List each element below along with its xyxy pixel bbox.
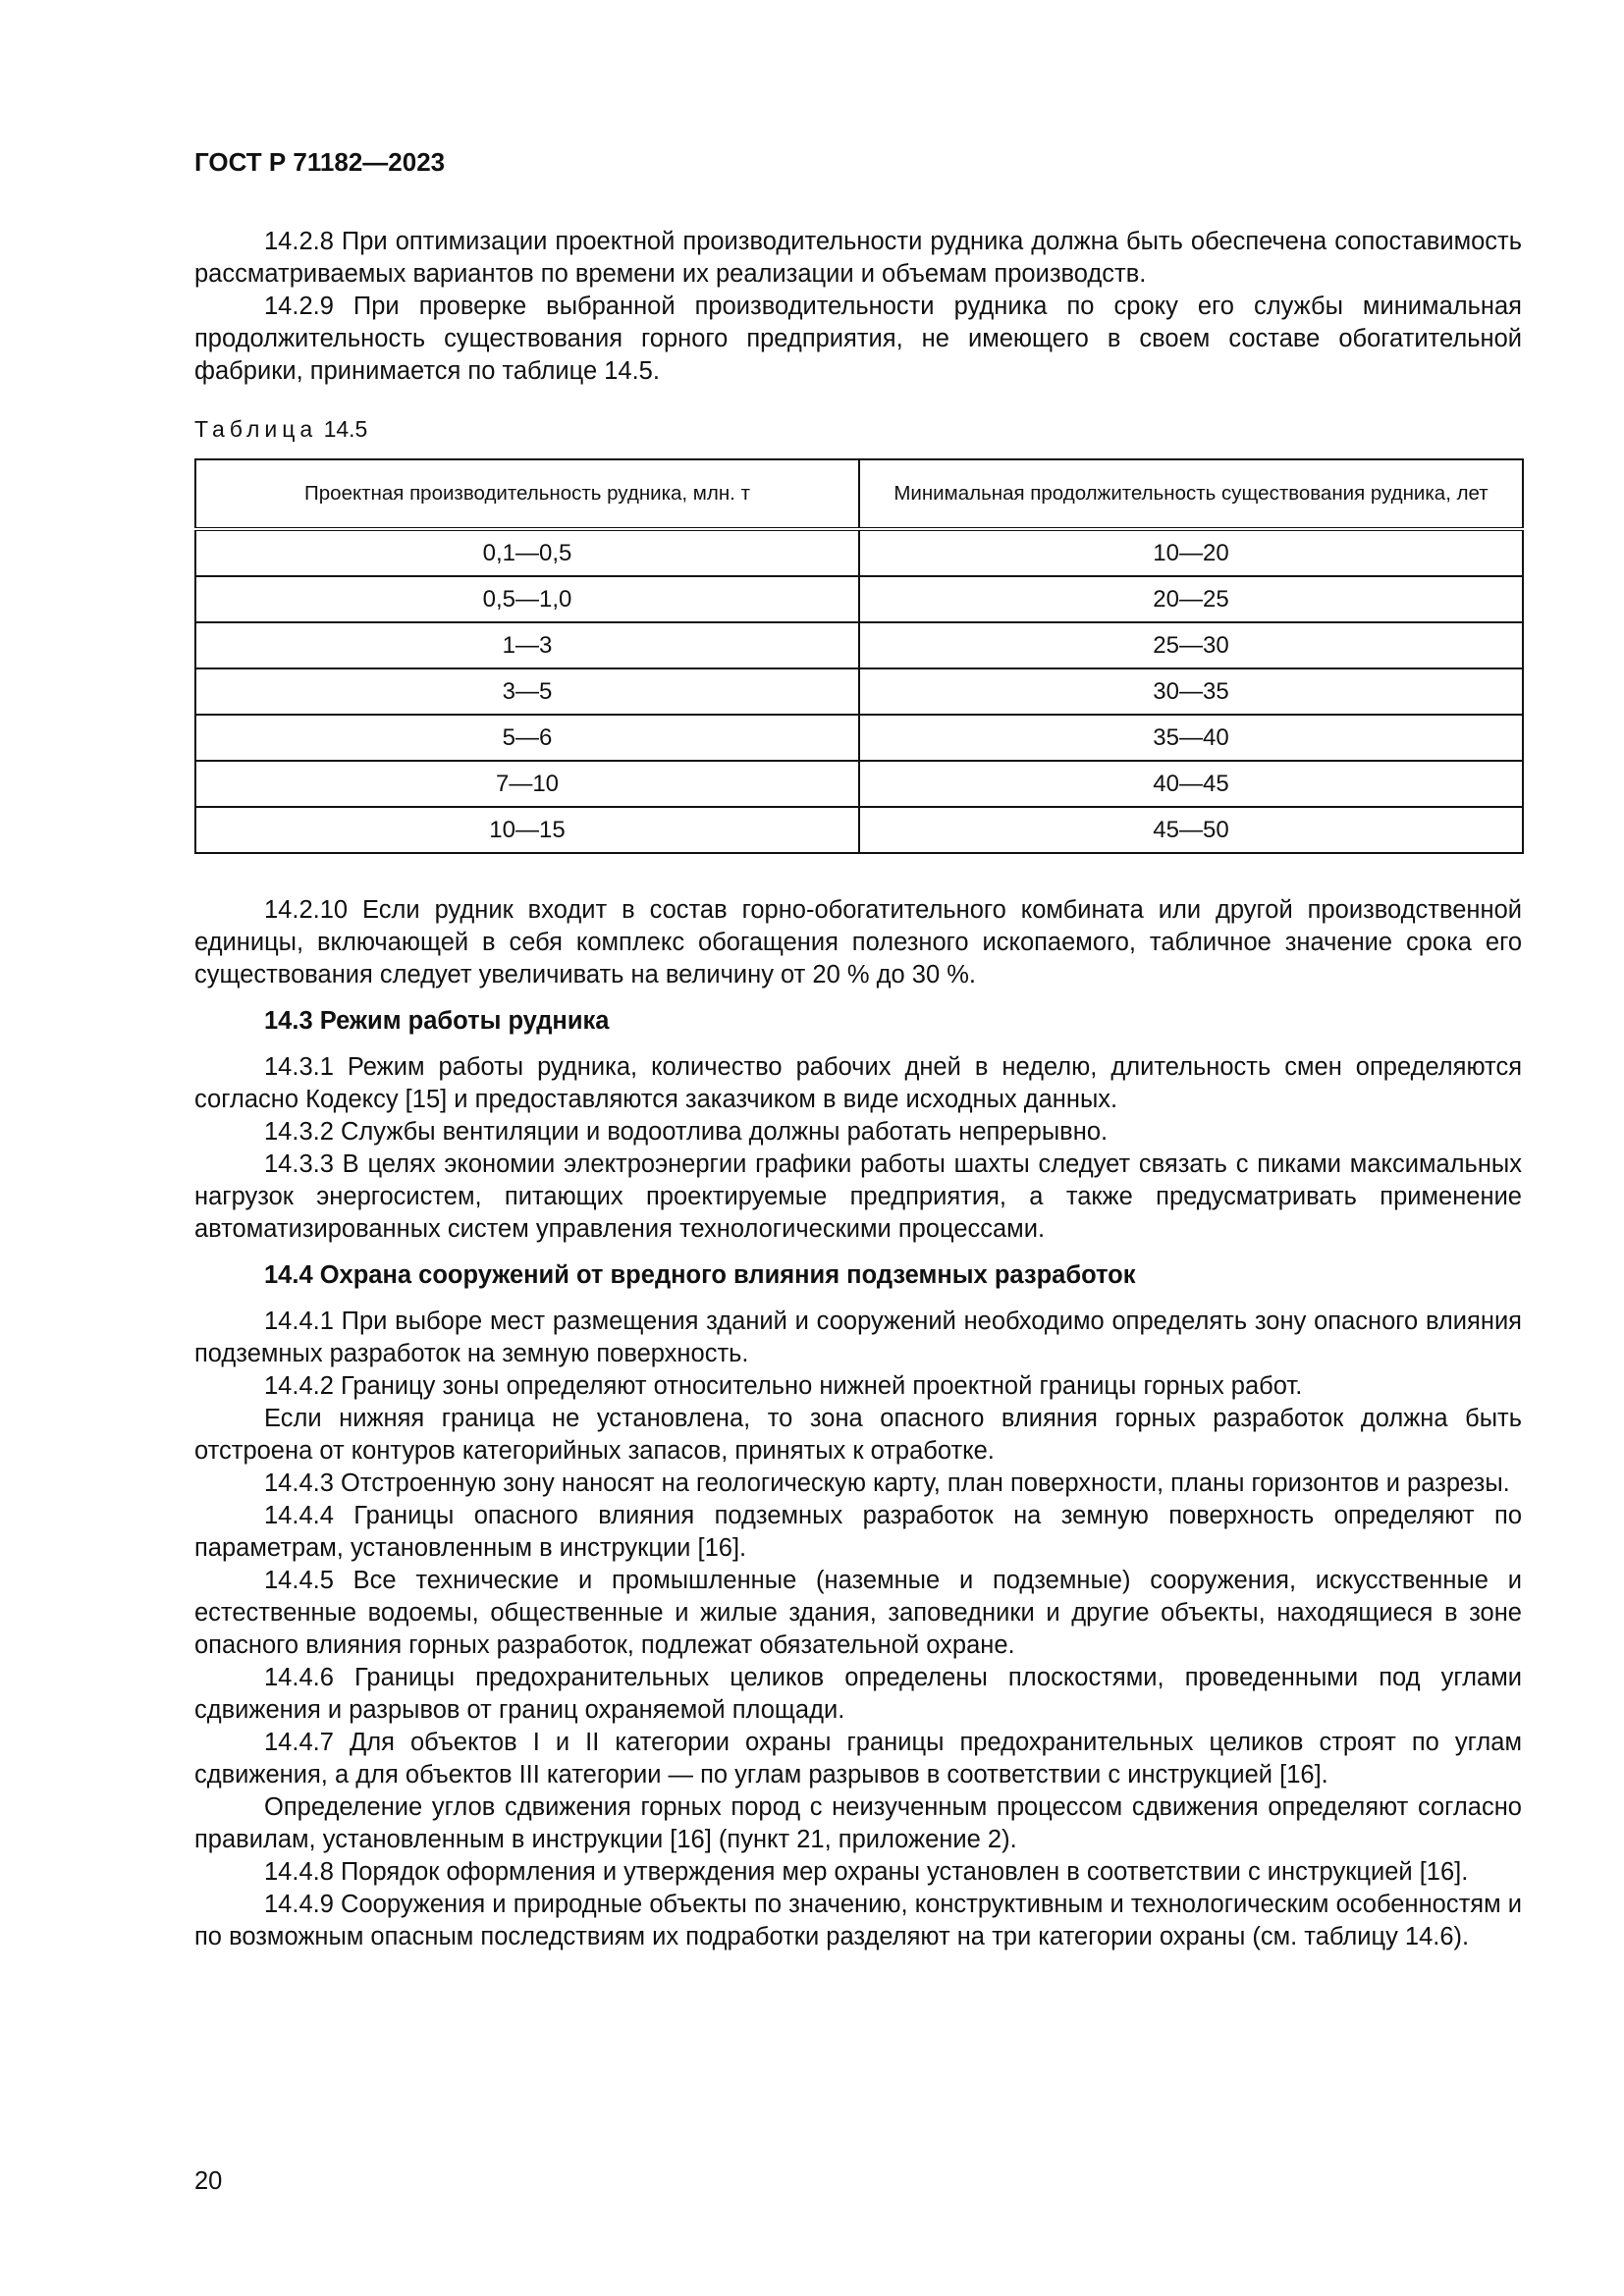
paragraph-14-2-10: 14.2.10 Если рудник входит в состав горно-обогатительного комбината или другой производственной единицы, включающей в себя комплекс обогащения полезного ископаемого, табличное значение срока его существования следует увеличивать на величину от 20 % до 30 %. xyxy=(194,896,1522,988)
table-cell-productivity: 10—15 xyxy=(195,807,859,853)
table-header-productivity: Проектная производительность рудника, млн. т xyxy=(195,459,859,529)
table-caption-number: 14.5 xyxy=(323,416,368,442)
table-row xyxy=(195,807,1523,853)
section-heading-14-3: 14.3 Режим работы рудника xyxy=(264,1007,610,1035)
table-cell-lifetime: 40—45 xyxy=(859,761,1523,807)
paragraph-14-4-6: 14.4.6 Границы предохранительных целиков определены плоскостями, проведенными под углами сдвижения и разрывов от границ охраняемой площади. xyxy=(194,1664,1522,1724)
productivity-table xyxy=(194,458,1524,854)
table-row xyxy=(195,529,1523,576)
paragraph-14-4-9: 14.4.9 Сооружения и природные объекты по значению, конструктивным и технологическим особенностям и по возможным опасным последствиям их подработки разделяют на три категории охраны (см. таблицу 14.6). xyxy=(194,1891,1522,1950)
table-cell-productivity: 1—3 xyxy=(195,622,859,668)
table-cell-productivity: 5—6 xyxy=(195,715,859,761)
table-cell-lifetime: 25—30 xyxy=(859,622,1523,668)
paragraph-14-4-3: 14.4.3 Отстроенную зону наносят на геологическую карту, план поверхности, планы горизонтов и разрезы. xyxy=(264,1469,1510,1497)
table-row xyxy=(195,761,1523,807)
paragraph-14-4-4: 14.4.4 Границы опасного влияния подземных разработок на земную поверхность определяют по параметрам, установленным в инструкции [16]. xyxy=(194,1502,1522,1562)
paragraph-14-2-9: 14.2.9 При проверке выбранной производительности рудника по сроку его службы минимальная продолжительность существования горного предприятия, не имеющего в своем составе обогатительной фабрики, принимается по таблице 14.5. xyxy=(194,293,1522,385)
main-text xyxy=(194,894,1522,1953)
document-header: ГОСТ Р 71182—2023 xyxy=(194,147,446,177)
table-cell-lifetime: 45—50 xyxy=(859,807,1523,853)
paragraph-14-4-2: 14.4.2 Границу зоны определяют относительно нижней проектной границы горных работ. xyxy=(264,1372,1303,1400)
paragraph-14-3-2: 14.3.2 Службы вентиляции и водоотлива должны работать непрерывно. xyxy=(264,1118,1109,1146)
table-row xyxy=(195,576,1523,622)
table-cell-lifetime: 30—35 xyxy=(859,668,1523,715)
table-row xyxy=(195,668,1523,715)
page-number: 20 xyxy=(194,2167,223,2195)
table-header-lifetime: Минимальная продолжительность существования рудника, лет xyxy=(859,459,1523,529)
table-cell-productivity: 0,5—1,0 xyxy=(195,576,859,622)
table-cell-lifetime: 35—40 xyxy=(859,715,1523,761)
table-cell-productivity: 0,1—0,5 xyxy=(195,529,859,576)
paragraph-14-3-3: 14.3.3 В целях экономии электроэнергии графики работы шахты следует связать с пиками максимальных нагрузок энергосистем, питающих проектируемые предприятия, а также предусматривать применение автоматизированных систем управления технологическими процессами. xyxy=(194,1150,1522,1243)
intro-text xyxy=(194,226,1522,388)
table-caption-word: Таблица xyxy=(194,416,318,442)
table-caption xyxy=(194,416,367,443)
table-row xyxy=(195,622,1523,668)
paragraph-14-4-8: 14.4.8 Порядок оформления и утверждения мер охраны установлен в соответствии с инструкцией [16]. xyxy=(264,1858,1469,1886)
paragraph-14-4-7-cont: Определение углов сдвижения горных пород с неизученным процессом сдвижения определяют согласно правилам, установленным в инструкции [16] (пункт 21, приложение 2). xyxy=(194,1793,1522,1853)
table-row xyxy=(195,715,1523,761)
table-cell-lifetime: 10—20 xyxy=(859,529,1523,576)
paragraph-14-4-2-cont: Если нижняя граница не установлена, то зона опасного влияния горных разработок должна быть отстроена от контуров категорийных запасов, принятых к отработке. xyxy=(194,1405,1522,1465)
paragraph-14-2-8: 14.2.8 При оптимизации проектной производительности рудника должна быть обеспечена сопоставимость рассматриваемых вариантов по времени их реализации и объемам производств. xyxy=(194,228,1522,288)
paragraph-14-4-1: 14.4.1 При выборе мест размещения зданий и сооружений необходимо определять зону опасного влияния подземных разработок на земную поверхность. xyxy=(194,1308,1522,1367)
section-heading-14-4: 14.4 Охрана сооружений от вредного влияния подземных разработок xyxy=(264,1261,1136,1289)
table-cell-lifetime: 20—25 xyxy=(859,576,1523,622)
paragraph-14-3-1: 14.3.1 Режим работы рудника, количество рабочих дней в неделю, длительность смен определяются согласно Кодексу [15] и предоставляются заказчиком в виде исходных данных. xyxy=(194,1053,1522,1113)
table-cell-productivity: 7—10 xyxy=(195,761,859,807)
table-cell-productivity: 3—5 xyxy=(195,668,859,715)
paragraph-14-4-5: 14.4.5 Все технические и промышленные (наземные и подземные) сооружения, искусственные и естественные водоемы, общественные и жилые здания, заповедники и другие объекты, находящиеся в зоне опасного влияния горных разработок, подлежат обязательной охране. xyxy=(194,1567,1522,1659)
paragraph-14-4-7: 14.4.7 Для объектов I и II категории охраны границы предохранительных целиков строят по углам сдвижения, а для объектов III категории — по углам разрывов в соответствии с инструкцией [16]. xyxy=(194,1729,1522,1789)
table-header-row xyxy=(195,459,1523,529)
